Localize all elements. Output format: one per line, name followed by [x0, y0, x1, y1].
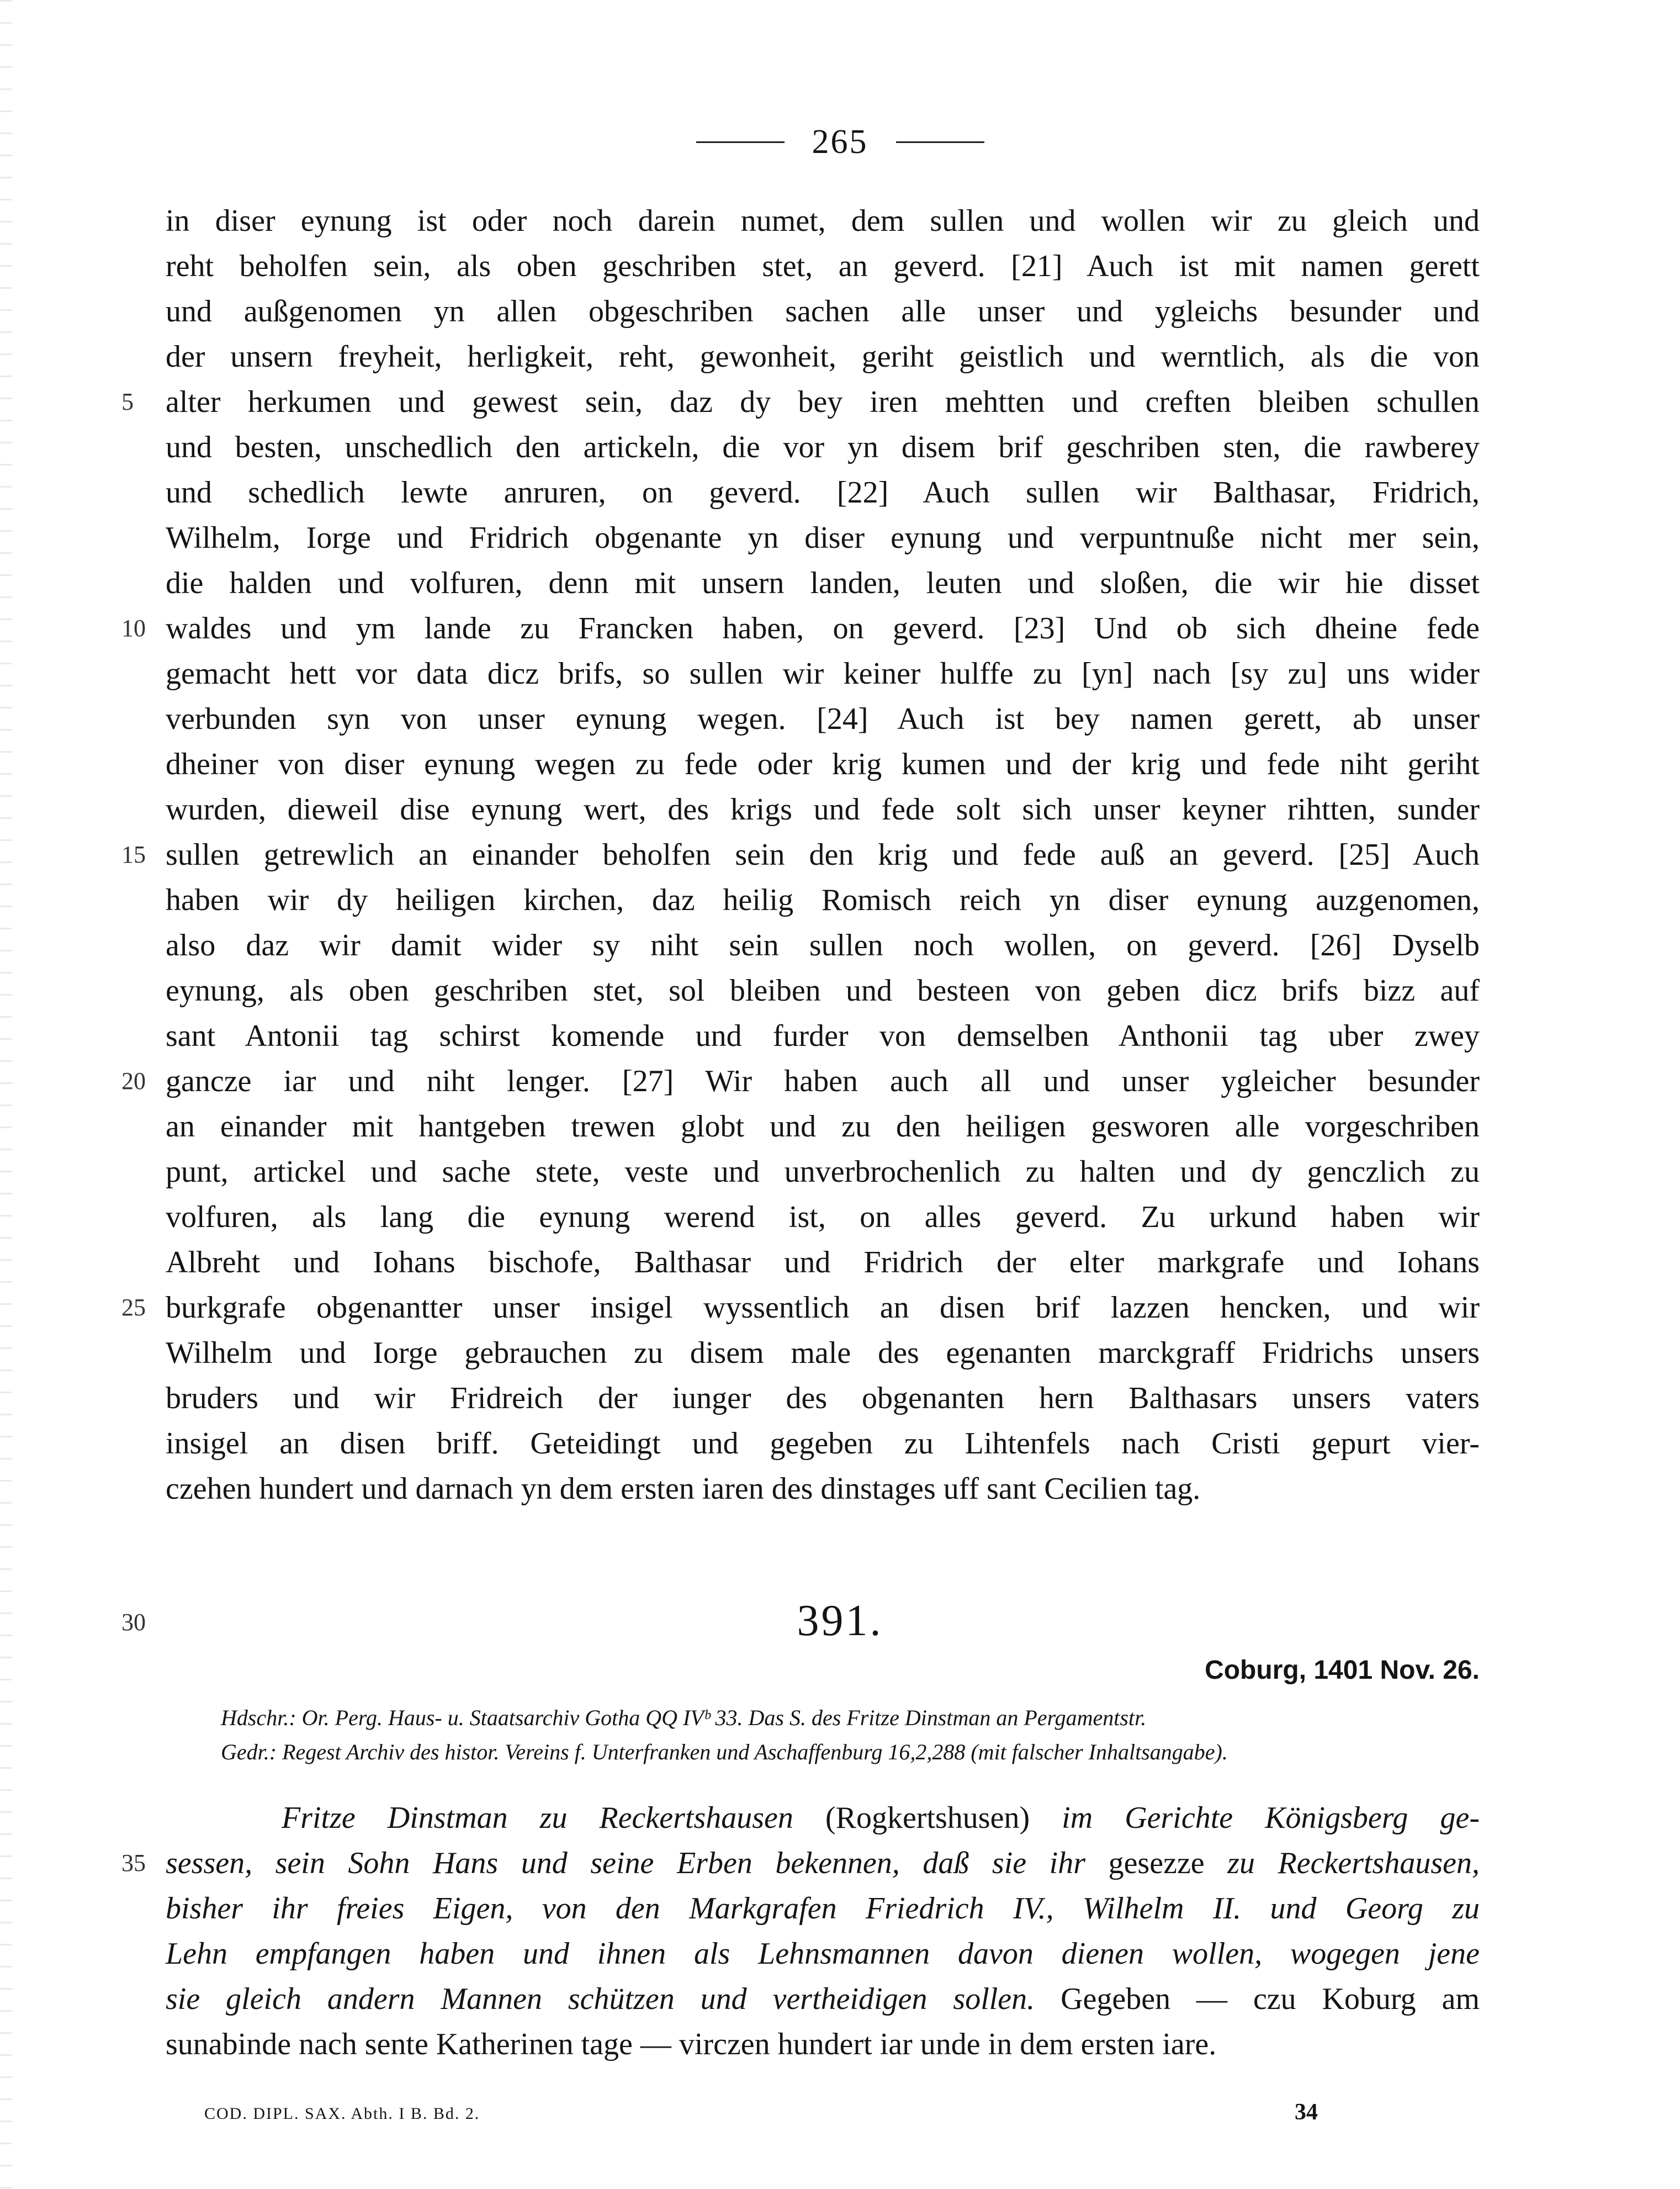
text-line: Wilhelm, Iorge und Fridrich obgenante yn diser eynung und verpuntnuße nicht mer sein, — [166, 521, 1480, 555]
text-line: also daz wir damit wider sy niht sein sullen noch wollen, on geverd. [26] Dyselb — [166, 928, 1480, 963]
line-number: 30 — [121, 1609, 146, 1636]
text-line: Albreht und Iohans bischofe, Balthasar und Fridrich der elter markgrafe und Iohans — [166, 1245, 1480, 1279]
text-line: reht beholfen sein, als oben geschriben stet, an geverd. [21] Auch ist mit namen gerett — [166, 249, 1480, 283]
header-rule-left — [696, 141, 785, 143]
text-line: gemacht hett vor data dicz brifs, so sullen wir keiner hulffe zu [yn] nach [sy zu] uns wider — [166, 657, 1480, 691]
text-line: bruders und wir Fridreich der iunger des obgenanten hern Balthasars unsers vaters — [166, 1381, 1480, 1415]
text-line: burkgrafe obgenantter unser insigel wyssentlich an disen brif lazzen hencken, und wir — [166, 1291, 1480, 1325]
scan-edge — [0, 0, 12, 2189]
document-place-date: Coburg, 1401 Nov. 26. — [1205, 1656, 1480, 1685]
text-line: die halden und volfuren, denn mit unsern landen, leuten und sloßen, die wir hie disset — [166, 566, 1480, 600]
text-line: verbunden syn von unser eynung wegen. [24] Auch ist bey namen gerett, ab unser — [166, 702, 1480, 736]
summary-text: im Gerichte Königsberg ge- — [1030, 1801, 1480, 1835]
summary-text: Gegeben — czu Koburg am — [1035, 1982, 1480, 2016]
summary-text: sessen, sein Sohn Hans und seine Erben bekennen, daß sie ihr — [166, 1846, 1109, 1880]
text-line: und außgenomen yn allen obgeschriben sachen alle unser und ygleichs besunder und — [166, 294, 1480, 329]
text-line: sullen getrewlich an einander beholfen sein den krig und fede auß an geverd. [25] Auch — [166, 838, 1480, 872]
page-header — [0, 117, 1680, 167]
text-line: Wilhelm und Iorge gebrauchen zu disem male des egenanten marckgraff Fridrichs unsers — [166, 1336, 1480, 1370]
text-line: und besten, unschedlich den artickeln, die vor yn disem brif geschriben sten, die rawberey — [166, 430, 1480, 464]
text-line: in diser eynung ist oder noch darein numet, dem sullen und wollen wir zu gleich und — [166, 204, 1480, 238]
summary-line — [166, 1976, 1480, 2022]
summary-line — [166, 1840, 1480, 1886]
line-number: 15 — [121, 841, 146, 868]
text-line: czehen hundert und darnach yn dem ersten iaren des dinstages uff sant Cecilien tag. — [166, 1472, 1201, 1506]
text-line: eynung, als oben geschriben stet, sol bleiben und besteen von geben dicz brifs bizz auf — [166, 974, 1480, 1008]
text-line: punt, artickel und sache stete, veste und unverbrochenlich zu halten und dy genczlich zu — [166, 1155, 1480, 1189]
summary-line: Lehn empfangen haben und ihnen als Lehnsmannen davon dienen wollen, wogegen jene — [166, 1937, 1480, 1971]
text-line: sant Antonii tag schirst komende und furder von demselben Anthonii tag uber zwey — [166, 1019, 1480, 1053]
summary-text: sie gleich andern Mannen schützen und vertheidigen sollen. — [166, 1982, 1035, 2016]
text-line: gancze iar und niht lenger. [27] Wir haben auch all und unser ygleicher besunder — [166, 1064, 1480, 1098]
text-line: alter herkumen und gewest sein, daz dy bey iren mehtten und creften bleiben schullen — [166, 385, 1480, 419]
summary-line — [166, 1795, 1480, 1841]
line-number: 10 — [121, 615, 146, 642]
source-printed: Gedr.: Regest Archiv des histor. Vereins f. Unterfranken und Aschaffenburg 16,2,288 (mit falscher Inhaltsangabe). — [221, 1739, 1228, 1764]
line-number: 5 — [121, 388, 134, 415]
line-number: 35 — [121, 1849, 146, 1876]
summary-text: (Rogkertshusen) — [825, 1801, 1030, 1835]
line-number: 25 — [121, 1294, 146, 1321]
text-line: wurden, dieweil dise eynung wert, des krigs und fede solt sich unser keyner rihtten, sunder — [166, 792, 1480, 827]
text-line: volfuren, als lang die eynung werend ist, on alles geverd. Zu urkund haben wir — [166, 1200, 1480, 1234]
summary-text: gesezze — [1108, 1846, 1205, 1880]
header-rule-right — [896, 141, 984, 143]
source-manuscript: Hdschr.: Or. Perg. Haus- u. Staatsarchiv Gotha QQ IVᵇ 33. Das S. des Fritze Dinstman an Pergamentstr. — [221, 1705, 1147, 1730]
footer-signature: COD. DIPL. SAX. Abth. I B. Bd. 2. — [204, 2105, 480, 2123]
text-line: an einander mit hantgeben trewen globt und zu den heiligen gesworen alle vorgeschriben — [166, 1109, 1480, 1144]
text-line: der unsern freyheit, herligkeit, reht, gewonheit, geriht geistlich und werntlich, als die von — [166, 340, 1480, 374]
summary-text: zu Reckertshausen, — [1204, 1846, 1480, 1880]
summary-text: Fritze Dinstman zu Reckertshausen — [282, 1801, 825, 1835]
summary-line: sunabinde nach sente Katherinen tage — virczen hundert iar unde in dem ersten iare. — [166, 2027, 1217, 2061]
text-line: haben wir dy heiligen kirchen, daz heilig Romisch reich yn diser eynung auzgenomen, — [166, 883, 1480, 917]
text-line: und schedlich lewte anruren, on geverd. [22] Auch sullen wir Balthasar, Fridrich, — [166, 475, 1480, 510]
summary-line: bisher ihr freies Eigen, von den Markgrafen Friedrich IV., Wilhelm II. und Georg zu — [166, 1891, 1480, 1926]
line-number: 20 — [121, 1067, 146, 1094]
text-line: dheiner von diser eynung wegen zu fede oder krig kumen und der krig und fede niht geriht — [166, 747, 1480, 781]
page-number: 265 — [812, 123, 868, 161]
text-line: waldes und ym lande zu Francken haben, on geverd. [23] Und ob sich dheine fede — [166, 611, 1480, 646]
document-number: 391. — [797, 1596, 883, 1645]
footer-sheet-number: 34 — [1295, 2100, 1318, 2125]
text-line: insigel an disen briff. Geteidingt und gegeben zu Lihtenfels nach Cristi gepurt vier- — [166, 1426, 1480, 1461]
